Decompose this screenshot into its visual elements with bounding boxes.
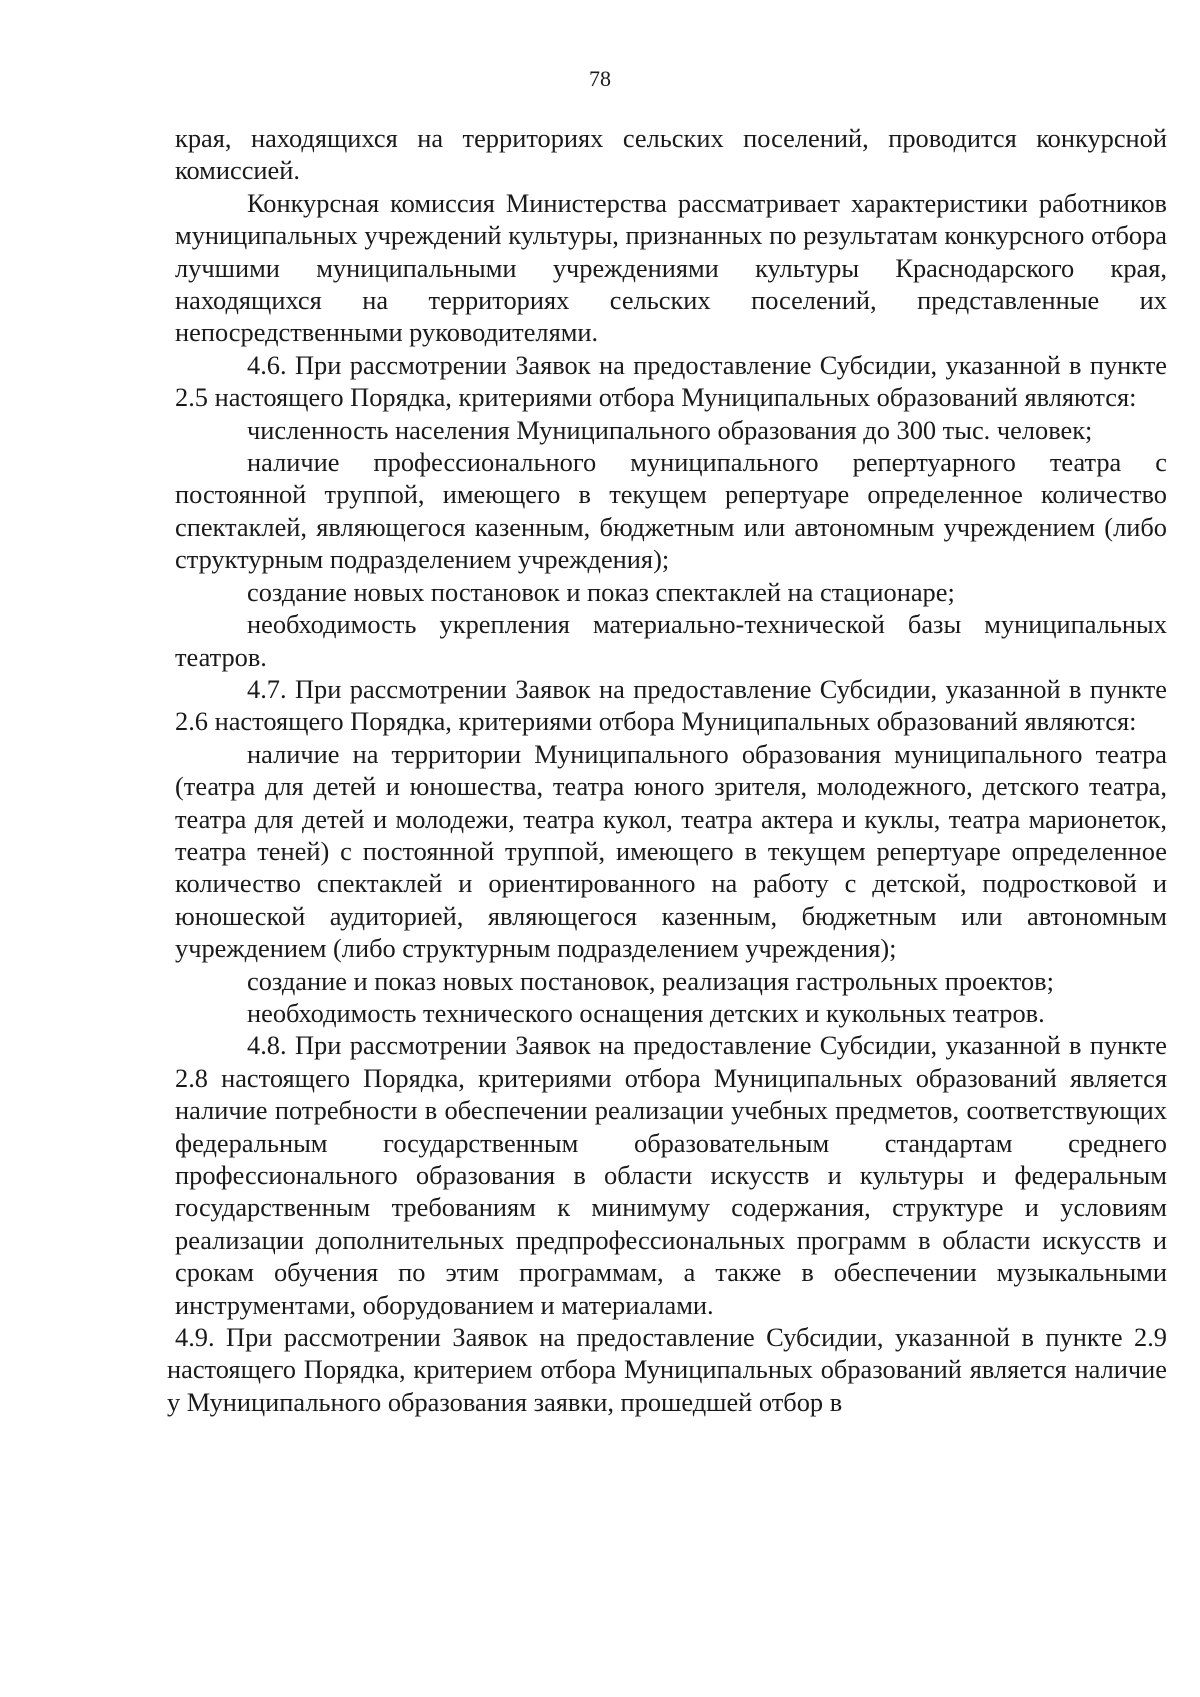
paragraph-4-7-criterion-3: необходимость технического оснащения детских и кукольных театров.: [247, 997, 1045, 1028]
paragraph-1: края, находящихся на территориях сельских поселений, проводится конкурсной комиссией.: [175, 123, 1167, 186]
paragraph-4-7-criterion-2: создание и показ новых постановок, реализация гастрольных проектов;: [247, 965, 1054, 996]
paragraph-2: Конкурсная комиссия Министерства рассматривает характеристики работников муниципальных учреждений культуры, признанных по результатам конкурсного отбора лучшими муниципальными учреждениями культуры Краснодарского края, находящихся на территориях сельских поселений, представленные их непосредственными руководителями.: [175, 187, 1167, 348]
document-body: [167, 122, 1167, 1418]
paragraph-4-6-criterion-3: создание новых постановок и показ спектаклей на стационаре;: [247, 576, 955, 607]
paragraph-4-6-criterion-2: наличие профессионального муниципального репертуарного театра с постоянной труппой, имеющего в текущем репертуаре определенное количество спектаклей, являющегося казенным, бюджетным или автономным учреждением (либо структурным подразделением учреждения);: [175, 447, 1167, 575]
paragraph-4-7-criterion-1: наличие на территории Муниципального образования муниципального театра (театра для детей и юношества, театра юного зрителя, молодежного, детского театра, театра для детей и молодежи, театра кукол, театра актера и куклы, театра марионеток, театра теней) с постоянной труппой, имеющего в текущем репертуаре определенное количество спектаклей и ориентированного на работу с детской, подростковой и юношеской аудиторией, являющегося казенным, бюджетным или автономным учреждением (либо структурным подразделением учреждения);: [175, 738, 1167, 964]
paragraph-4-9: 4.9. При рассмотрении Заявок на предоставление Субсидии, указанной в пункте 2.9 настоящего Порядка, критерием отбора Муниципальных образований является наличие у Муниципального образования заявки, прошедшей отбор в: [167, 1322, 1167, 1417]
paragraph-4-6: 4.6. При рассмотрении Заявок на предоставление Субсидии, указанной в пункте 2.5 настоящего Порядка, критериями отбора Муниципальных образований являются:: [175, 349, 1167, 413]
paragraph-4-7: 4.7. При рассмотрении Заявок на предоставление Субсидии, указанной в пункте 2.6 настоящего Порядка, критериями отбора Муниципальных образований являются:: [175, 673, 1167, 737]
page-number: 78: [589, 66, 611, 91]
paragraph-4-6-criterion-4: необходимость укрепления материально-технической базы муниципальных театров.: [175, 609, 1167, 672]
paragraph-4-6-criterion-1: численность населения Муниципального образования до 300 тыс. человек;: [247, 414, 1093, 445]
paragraph-4-8: 4.8. При рассмотрении Заявок на предоставление Субсидии, указанной в пункте 2.8 настоящего Порядка, критериями отбора Муниципальных образований является наличие потребности в обеспечении реализации учебных предметов, соответствующих федеральным государственным образовательным стандартам среднего профессионального образования в области искусств и культуры и федеральным государственным требованиям к минимуму содержания, структуре и условиям реализации дополнительных предпрофессиональных программ в области искусств и срокам обучения по этим программам, а также в обеспечении музыкальными инструментами, оборудованием и материалами.: [175, 1030, 1167, 1320]
